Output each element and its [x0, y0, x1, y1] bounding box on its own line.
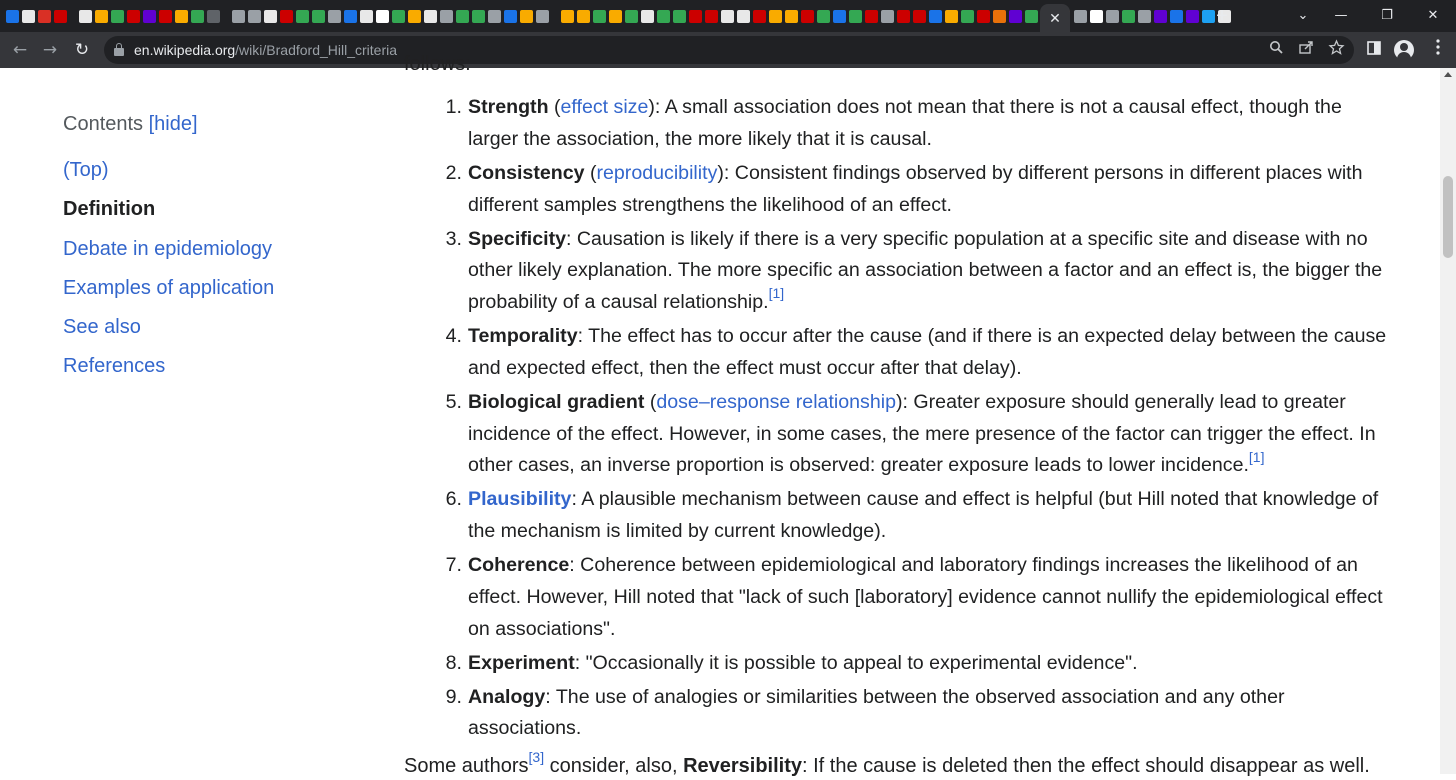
tab-favicons-left[interactable]	[6, 7, 1036, 25]
toc-heading	[63, 112, 363, 136]
criterion-term: Coherence	[468, 554, 570, 577]
share-icon[interactable]	[1296, 40, 1316, 60]
tab-favicon-icon[interactable]	[1154, 10, 1167, 23]
tab-favicon-icon[interactable]	[561, 10, 574, 23]
criterion-text: : The use of analogies or similarities between the observed association and any other associations.	[468, 685, 1285, 740]
criterion-item	[440, 321, 1390, 384]
page-scrollbar[interactable]	[1440, 68, 1456, 774]
profile-avatar[interactable]	[1394, 40, 1414, 60]
bookmark-star-icon[interactable]	[1326, 40, 1346, 60]
reload-icon[interactable]: ↻	[74, 40, 90, 60]
tab-favicon-icon[interactable]	[440, 10, 453, 23]
list-number: 3.	[445, 227, 462, 250]
tab-favicon-icon[interactable]	[929, 10, 942, 23]
tab-favicon-icon[interactable]	[833, 10, 846, 23]
wikipedia-page	[0, 53, 1440, 777]
minimize-button[interactable]: —	[1334, 8, 1348, 23]
criterion-term: Specificity	[468, 227, 567, 250]
tab-favicon-icon[interactable]	[1122, 10, 1135, 23]
tab-search-icon[interactable]: ⌄	[1297, 8, 1309, 23]
criteria-list	[440, 92, 1390, 748]
criterion-item: 2. Consistency (reproducibility): Consistent findings observed by different persons in different places with different samples strengthens the likelihood of an effect.	[440, 158, 1390, 221]
criterion-item	[440, 484, 1390, 547]
tab-favicon-icon[interactable]	[913, 10, 926, 23]
zoom-icon[interactable]	[1266, 40, 1286, 60]
active-tab[interactable]	[1040, 4, 1070, 32]
tab-favicon-icon[interactable]	[641, 10, 654, 23]
forward-icon[interactable]: →	[42, 40, 58, 60]
list-number: 5.	[445, 390, 462, 413]
tab-favicon-icon[interactable]	[472, 10, 485, 23]
criterion-link[interactable]: effect size	[560, 96, 649, 118]
criterion-text: : Greater exposure should generally lead to greater incidence of the effect. However, in some cases, the mere presence of the factor can trigger the effect. In other cases, an inverse proportion is observed: greater exposure leads to lower incidence.	[468, 390, 1376, 477]
criterion-text: : A small association does not mean that there is not a causal effect, though the larger the association, the more likely that it is causal.	[468, 96, 1342, 150]
back-icon[interactable]: ←	[12, 40, 28, 60]
lock-icon[interactable]	[114, 43, 124, 56]
tab-favicon-icon[interactable]	[504, 10, 517, 23]
tab-favicon-icon[interactable]	[721, 10, 734, 23]
toc-item[interactable]: References	[63, 355, 166, 378]
criterion-text: : Coherence between epidemiological and laboratory findings increases the likelihood of an effect. However, Hill noted that "lack of such [laboratory] evidence cannot nullify the epidemiological effect on associations".	[468, 554, 1383, 640]
tab-favicon-icon[interactable]	[961, 10, 974, 23]
tab-favicon-icon[interactable]	[1074, 10, 1087, 23]
tab-favicon-icon[interactable]	[127, 10, 140, 23]
bottom-tail-text: : If the cause is deleted then the effect should disappear as well.	[802, 755, 1370, 777]
close-tab-icon[interactable]: ✕	[1049, 9, 1061, 26]
side-panel-icon[interactable]	[1362, 38, 1386, 62]
tab-favicon-icon[interactable]	[207, 10, 220, 23]
criterion-text: : The effect has to occur after the cause (and if there is an expected delay between the cause and expected effect, then the effect must occur after that delay).	[468, 325, 1387, 379]
bottom-lead-text: Some authors	[404, 755, 529, 777]
tab-favicon-icon[interactable]	[993, 10, 1006, 23]
criterion-term[interactable]: Plausibility	[468, 488, 572, 511]
criterion-term: Experiment	[468, 651, 575, 674]
list-number: 2.	[445, 161, 462, 184]
tab-favicon-icon[interactable]	[111, 10, 124, 23]
partial-text-top: follows:	[404, 53, 471, 75]
tab-favicon-icon[interactable]	[328, 10, 341, 23]
restore-button[interactable]: ❐	[1381, 8, 1393, 23]
criterion-text: : Causation is likely if there is a very specific population at a specific site and disease with no other likely explanation. The more specific an association between a factor and an effect is, the bigger the probability of a causal relationship.	[468, 227, 1383, 313]
criterion-text: : A plausible mechanism between cause and effect is helpful (but Hill noted that knowledge of the mechanism is limited by current knowledge).	[468, 488, 1379, 543]
tab-favicon-icon[interactable]	[191, 10, 204, 23]
list-number: 6.	[445, 488, 462, 511]
tab-favicon-icon[interactable]	[54, 10, 67, 23]
tab-favicon-icon[interactable]	[175, 10, 188, 23]
list-number: 9.	[445, 685, 462, 708]
tab-favicon-icon[interactable]	[360, 10, 373, 23]
address-bar[interactable]	[104, 36, 1354, 64]
tab-favicon-icon[interactable]	[79, 10, 92, 23]
tab-favicon-icon[interactable]	[1138, 10, 1151, 23]
tab-favicon-icon[interactable]	[593, 10, 606, 23]
tab-favicon-icon[interactable]	[689, 10, 702, 23]
tab-favicon-icon[interactable]	[673, 10, 686, 23]
tab-favicon-icon[interactable]	[1106, 10, 1119, 23]
criterion-link[interactable]: dose–response relationship	[656, 390, 896, 413]
tab-favicon-icon[interactable]	[312, 10, 325, 23]
tab-favicon-icon[interactable]	[849, 10, 862, 23]
tab-favicon-icon[interactable]	[344, 10, 357, 23]
tab-favicon-icon[interactable]	[408, 10, 421, 23]
tab-favicon-icon[interactable]	[705, 10, 718, 23]
tab-favicon-icon[interactable]	[801, 10, 814, 23]
tab-favicon-icon[interactable]	[159, 10, 172, 23]
list-number: 4.	[445, 325, 462, 348]
criterion-term: Biological gradient	[468, 390, 645, 413]
tab-favicon-icon[interactable]	[392, 10, 405, 23]
reversibility-paragraph	[404, 749, 1370, 780]
table-of-contents	[63, 112, 363, 394]
tab-favicon-icon[interactable]	[1090, 10, 1103, 23]
toc-item[interactable]: Examples of application	[63, 276, 275, 299]
tab-favicon-icon[interactable]	[456, 10, 469, 23]
tab-favicon-icon[interactable]	[785, 10, 798, 23]
tab-favicon-icon[interactable]	[424, 10, 437, 23]
scroll-thumb[interactable]	[1443, 176, 1453, 258]
tab-favicon-icon[interactable]	[1186, 10, 1199, 23]
criterion-item	[440, 648, 1390, 680]
tab-favicon-icon[interactable]	[536, 10, 549, 23]
tab-favicon-icon[interactable]	[817, 10, 830, 23]
criterion-term: Temporality	[468, 325, 578, 348]
criterion-term: Strength	[468, 96, 549, 118]
tab-favicon-icon[interactable]	[376, 10, 389, 23]
tab-favicon-icon[interactable]	[577, 10, 590, 23]
citation-ref[interactable]: [3]	[528, 749, 545, 766]
criterion-term: Analogy	[468, 685, 546, 708]
list-number: 1.	[445, 96, 462, 118]
tab-favicon-icon[interactable]	[769, 10, 782, 23]
scroll-up-arrow-icon[interactable]	[1444, 72, 1452, 77]
tab-favicon-icon[interactable]	[1170, 10, 1183, 23]
tab-favicon-icon[interactable]	[1009, 10, 1022, 23]
reversibility-term: Reversibility	[683, 755, 803, 777]
citation-ref[interactable]: [1]	[768, 285, 785, 302]
tab-favicon-icon[interactable]	[95, 10, 108, 23]
tab-favicons-right[interactable]	[1074, 7, 1204, 25]
toc-item[interactable]: Debate in epidemiology	[63, 237, 273, 260]
citation-ref[interactable]: [1]	[1248, 448, 1265, 465]
list-number: 8.	[445, 651, 462, 674]
tab-favicon-icon[interactable]	[945, 10, 958, 23]
criterion-item: 5. Biological gradient (dose–response relationship): Greater exposure should generally lead to greater incidence of the effect. However, in some cases, the mere presence of the factor can trigger the effect. In other cases, an inverse proportion is observed: greater exposure leads to lower incidence.[1]	[440, 387, 1390, 482]
tab-favicon-icon[interactable]	[897, 10, 910, 23]
browser-toolbar	[0, 32, 1456, 68]
criterion-item	[440, 224, 1390, 319]
criterion-item: 1. Strength (effect size): A small association does not mean that there is not a causal effect, though the larger the association, the more likely that it is causal.	[440, 92, 1390, 155]
criterion-text: : Consistent findings observed by different persons in different places with different samples strengthens the likelihood of an effect.	[468, 161, 1363, 216]
tab-favicon-icon[interactable]	[38, 10, 51, 23]
tab-strip	[0, 0, 1456, 32]
criterion-item	[440, 682, 1390, 745]
tab-favicon-icon[interactable]	[22, 10, 35, 23]
close-window-button[interactable]: ✕	[1427, 8, 1439, 23]
criterion-item	[440, 550, 1390, 645]
tab-favicon-icon[interactable]	[232, 10, 245, 23]
bottom-mid-text: consider, also,	[544, 755, 684, 777]
tab-favicon-icon[interactable]	[296, 10, 309, 23]
tab-favicon-icon[interactable]	[977, 10, 990, 23]
tab-favicon-icon[interactable]	[737, 10, 750, 23]
menu-kebab-icon[interactable]	[1426, 38, 1450, 62]
tab-favicon-icon[interactable]	[865, 10, 878, 23]
new-tab-button[interactable]: +	[1216, 5, 1228, 27]
tab-favicon-icon[interactable]	[6, 10, 19, 23]
tab-favicon-icon[interactable]	[881, 10, 894, 23]
toc-hide-link[interactable]: [hide]	[148, 113, 198, 135]
criterion-term: Consistency	[468, 161, 585, 184]
criterion-link[interactable]: reproducibility	[596, 161, 718, 184]
toc-title: Contents	[63, 113, 144, 135]
tab-favicon-icon[interactable]	[488, 10, 501, 23]
url-text[interactable]: en.wikipedia.org/wiki/Bradford_Hill_criteria	[134, 42, 397, 58]
tab-favicon-icon[interactable]	[1025, 10, 1038, 23]
tab-favicon-icon[interactable]	[520, 10, 533, 23]
toc-list	[63, 158, 363, 394]
tab-favicon-icon[interactable]	[143, 10, 156, 23]
tab-favicon-icon[interactable]	[609, 10, 622, 23]
toc-item[interactable]: See also	[63, 316, 141, 339]
tab-favicon-icon[interactable]	[248, 10, 261, 23]
tab-favicon-icon[interactable]	[280, 10, 293, 23]
toc-item[interactable]: Definition	[63, 198, 156, 221]
list-number: 7.	[445, 554, 462, 577]
tab-favicon-icon[interactable]	[657, 10, 670, 23]
toc-item[interactable]: (Top)	[63, 159, 109, 181]
tab-favicon-icon[interactable]	[753, 10, 766, 23]
tab-favicon-icon[interactable]	[264, 10, 277, 23]
criterion-text: : "Occasionally it is possible to appeal to experimental evidence".	[574, 651, 1138, 674]
tab-favicon-icon[interactable]	[625, 10, 638, 23]
